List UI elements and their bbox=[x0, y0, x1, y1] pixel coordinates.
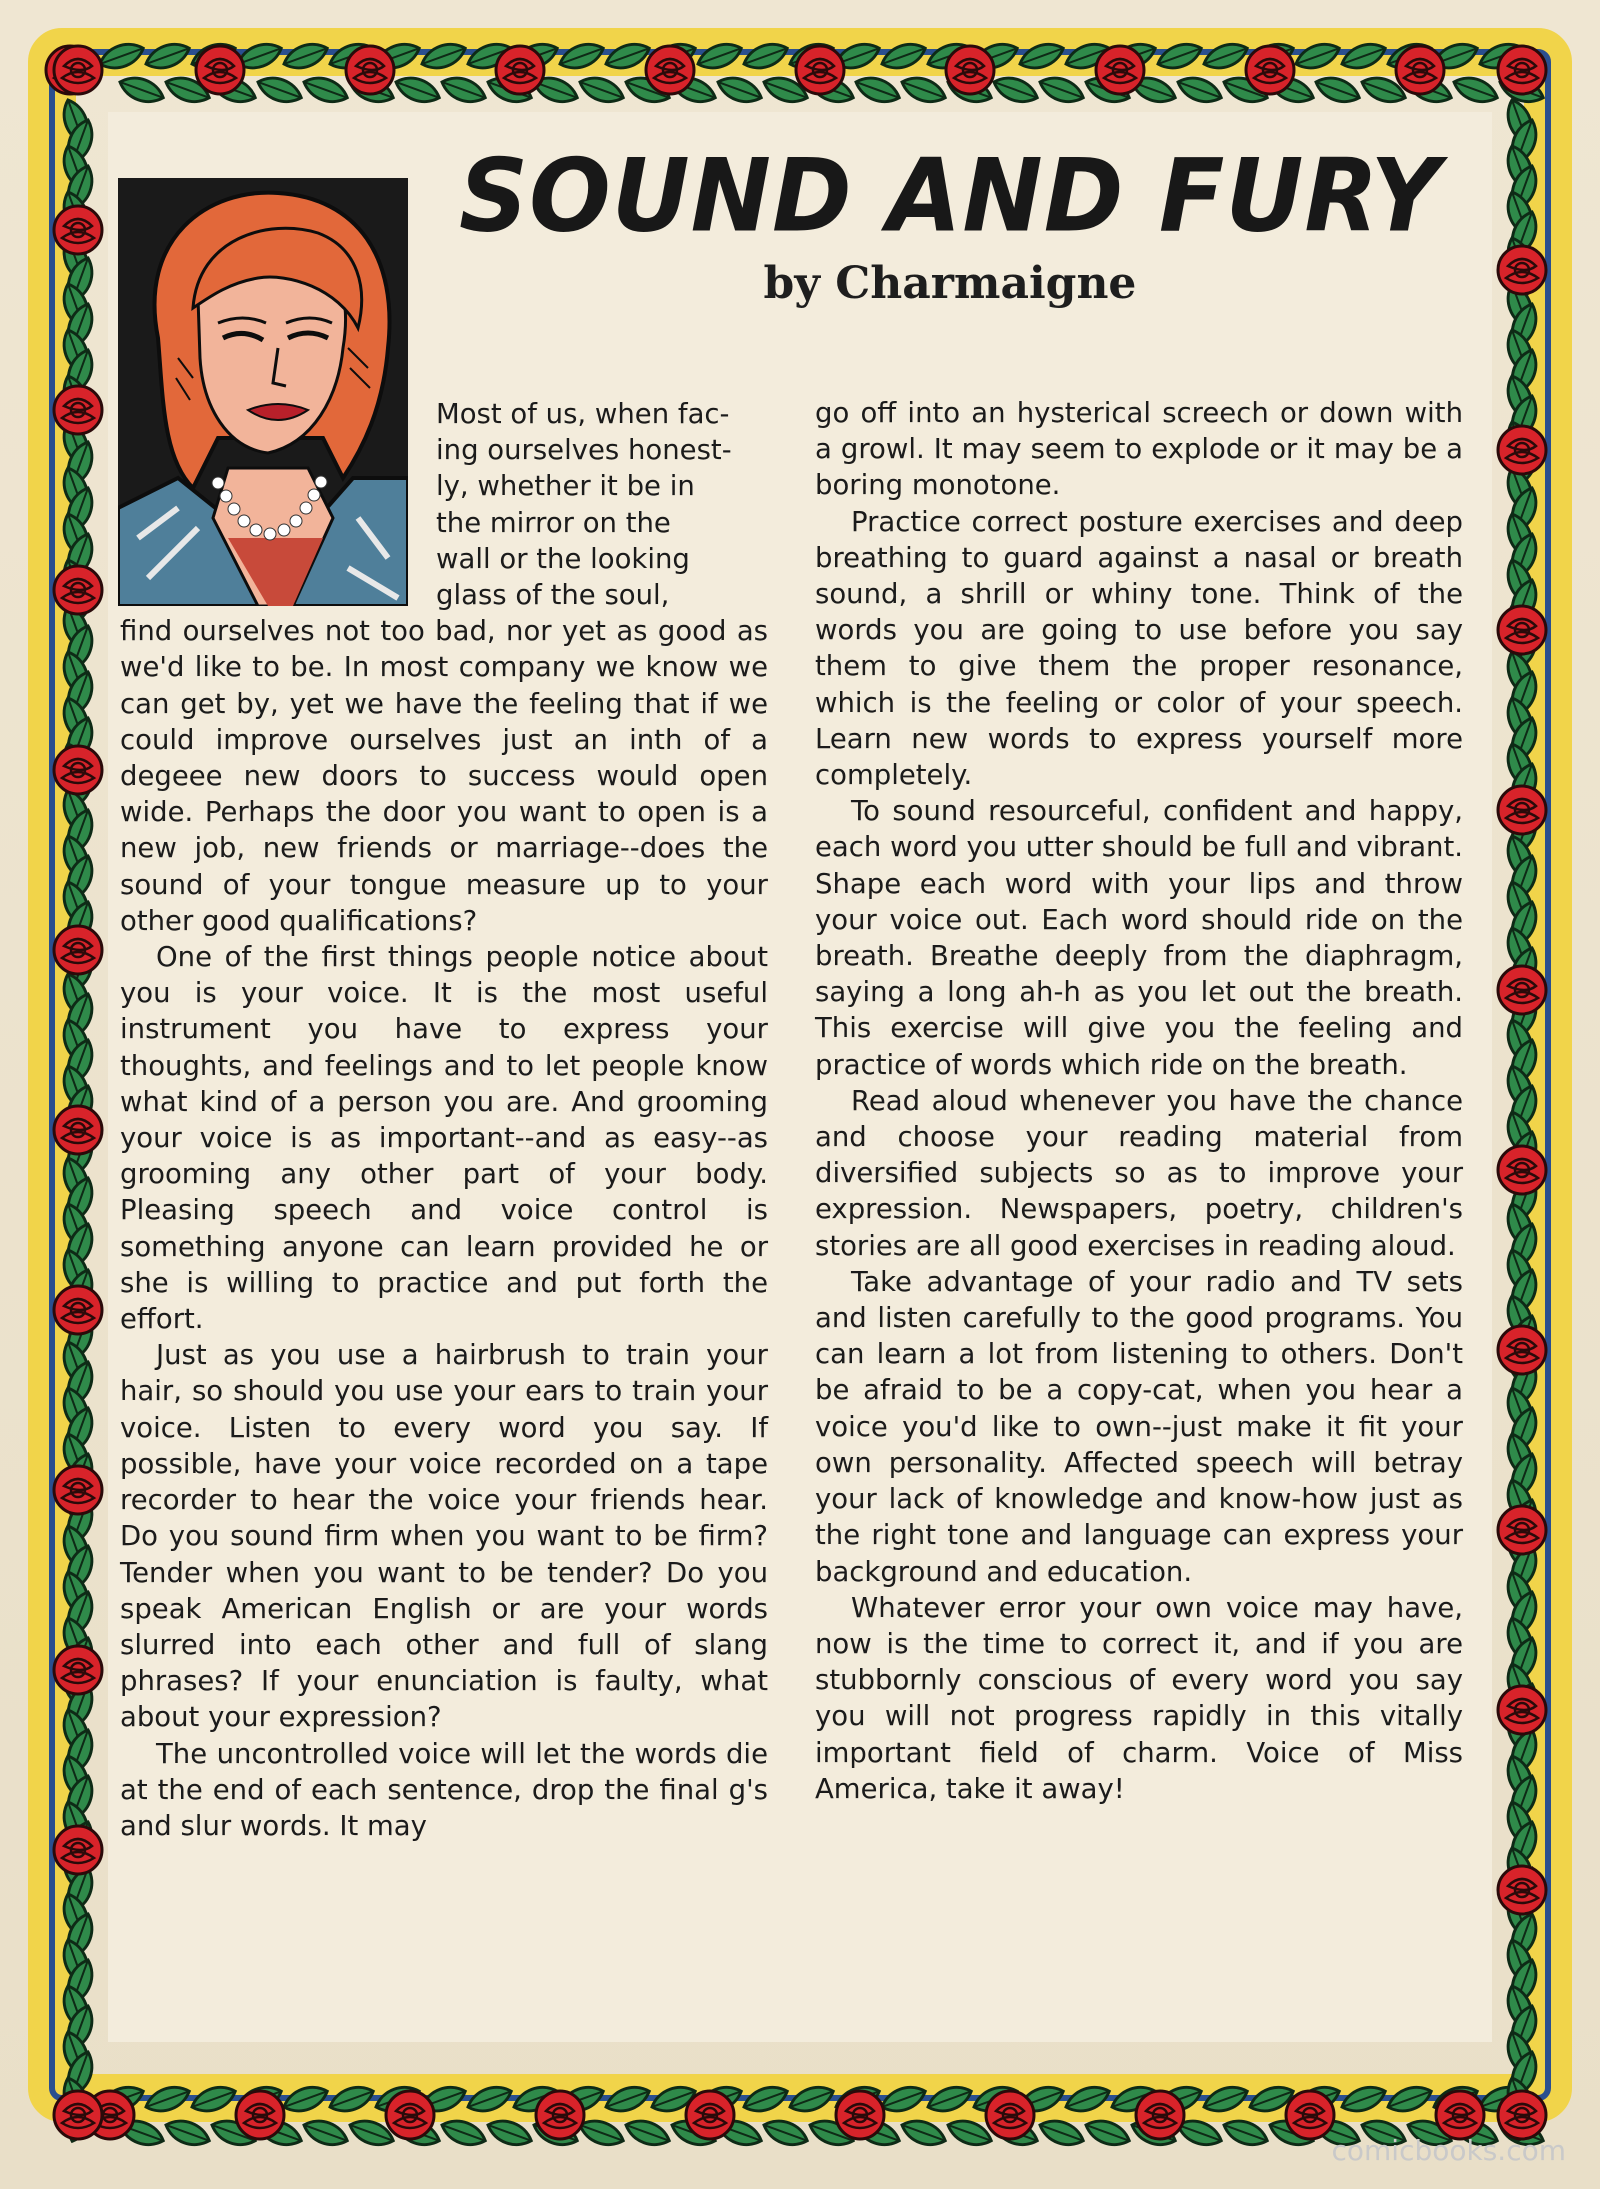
text-column-left bbox=[120, 396, 768, 1844]
article-title: SOUND AND FURY bbox=[458, 137, 1442, 255]
article-paragraph: Practice correct posture exercises and deep breathing to guard against a nasal or breath sound, a shrill or whiny tone. Think of the words you are going to use before you say them to give them the proper resonance, which is the feeling or color of your speech. Learn new words to express yourself more completely. bbox=[815, 505, 1463, 792]
rose-ornament bbox=[1498, 1506, 1546, 1554]
leaf-ornament bbox=[300, 72, 350, 107]
intro-line: the mirror on the bbox=[436, 506, 671, 539]
rose-ornament bbox=[496, 46, 544, 94]
rose-ornament bbox=[1286, 2091, 1334, 2139]
intro-line: Most of us, when fac- bbox=[436, 398, 730, 430]
leaf-ornament bbox=[714, 72, 764, 107]
rose-ornament bbox=[54, 46, 102, 94]
site-watermark: comicbooks.com bbox=[1331, 2134, 1566, 2167]
intro-line: ly, whether it be in bbox=[436, 470, 695, 503]
rose-ornament bbox=[646, 46, 694, 94]
rose-ornament bbox=[54, 386, 102, 434]
rose-ornament bbox=[796, 46, 844, 94]
rose-ornament bbox=[54, 1286, 102, 1334]
leaf-ornament bbox=[438, 72, 488, 107]
leaf-ornament bbox=[1450, 72, 1500, 107]
rose-ornament bbox=[946, 46, 994, 94]
rose-ornament bbox=[836, 2091, 884, 2139]
leaf-ornament bbox=[1312, 72, 1362, 107]
leaf-ornament bbox=[1036, 72, 1086, 107]
leaf-ornament bbox=[576, 72, 626, 107]
rose-ornament bbox=[1498, 2091, 1546, 2139]
rose-ornament bbox=[1136, 2091, 1184, 2139]
leaf-ornament bbox=[990, 72, 1040, 107]
intro-line: glass of the soul, bbox=[436, 579, 670, 612]
article-paragraph: Take advantage of your radio and TV sets and listen carefully to the good programs. You can learn a lot from listening to others. Don't be afraid to be a copy-cat, when you hear a voice you'd like to own--just make it fit your own personality. Affected speech will betray your lack of knowledge and know-how just as the right tone and language can express your background and education. bbox=[815, 1265, 1463, 1588]
leaf-ornament bbox=[392, 72, 442, 107]
rose-ornament bbox=[1498, 966, 1546, 1014]
article-paragraph: The uncontrolled voice will let the words die at the end of each sentence, drop the final g's and slur words. It may bbox=[120, 1737, 768, 1842]
rose-ornament bbox=[386, 2091, 434, 2139]
rose-ornament bbox=[54, 926, 102, 974]
rose-ornament bbox=[1498, 786, 1546, 834]
rose-ornament bbox=[54, 1646, 102, 1694]
leaf-ornament bbox=[1174, 72, 1224, 107]
rose-ornament bbox=[686, 2091, 734, 2139]
rose-ornament bbox=[54, 566, 102, 614]
paragraph-continuation: go off into an hysterical screech or down with a growl. It may seem to explode or it may be a boring monotone. bbox=[815, 397, 1463, 502]
leaf-ornament bbox=[116, 72, 166, 107]
rose-ornament bbox=[1498, 1866, 1546, 1914]
rose-ornament bbox=[1096, 46, 1144, 94]
rose-ornament bbox=[54, 1826, 102, 1874]
rose-ornament bbox=[346, 46, 394, 94]
text-column-right bbox=[815, 395, 1463, 1807]
article-paragraph: Just as you use a hairbrush to train your hair, so should you use your ears to train your voice. Listen to every word you say. If possible, have your voice recorded on a tape recorder to hear the voice your friends hear. Do you sound firm when you want to be firm? Tender when you want to be tender? Do you speak American English or are your words slurred into each other and full of slang phrases? If your enunciation is faulty, what about your expression? bbox=[120, 1339, 768, 1734]
intro-line: wall or the looking bbox=[436, 542, 690, 575]
leaf-ornament bbox=[254, 72, 304, 107]
article-paragraph: To sound resourceful, confident and happy, each word you utter should be full and vibrant. Shape each word with your lips and throw your voice out. Each word should ride on the breath. Breathe deeply from the diaphragm, saying a long ah-h as you let out the breath. This exercise will give you the feeling and practice of words which ride on the breath. bbox=[815, 795, 1463, 1081]
rose-ornament bbox=[986, 2091, 1034, 2139]
leaf-ornament bbox=[898, 72, 948, 107]
rose-ornament bbox=[1246, 46, 1294, 94]
rose-ornament bbox=[54, 206, 102, 254]
rose-ornament bbox=[536, 2091, 584, 2139]
rose-ornament bbox=[54, 1466, 102, 1514]
rose-ornament bbox=[1498, 1146, 1546, 1194]
article-paragraph: Read aloud whenever you have the chance and choose your reading material from diversified subjects so as to improve your expression. Newspapers, poetry, children's stories are all good exercises in reading aloud. bbox=[815, 1084, 1463, 1262]
rose-ornament bbox=[1498, 1326, 1546, 1374]
rose-ornament bbox=[1498, 246, 1546, 294]
article-byline: by Charmaigne bbox=[763, 258, 1137, 309]
rose-ornament bbox=[1498, 46, 1546, 94]
rose-ornament bbox=[1396, 46, 1444, 94]
intro-lines bbox=[436, 396, 768, 613]
rose-ornament bbox=[54, 746, 102, 794]
rose-ornament bbox=[1498, 426, 1546, 474]
rose-ornament bbox=[1498, 1686, 1546, 1734]
rose-ornament bbox=[1436, 2091, 1484, 2139]
rose-ornament bbox=[236, 2091, 284, 2139]
intro-paragraph-continued: find ourselves not too bad, nor yet as good as we'd like to be. In most company we know we can get by, yet we have the feeling that if we could improve ourselves just an inth of a degeee new doors to success would open wide. Perhaps the door you want to open is a new job, new friends or marriage--does the sound of your tongue measure up to your other good qualifications? bbox=[120, 615, 768, 937]
rose-ornament bbox=[54, 1106, 102, 1154]
leaf-ornament bbox=[852, 72, 902, 107]
rose-ornament bbox=[196, 46, 244, 94]
article-paragraph: Whatever error your own voice may have, now is the time to correct it, and if you are stubbornly conscious of every word you say you will not progress rapidly in this vitally important field of charm. Voice of Miss America, take it away! bbox=[815, 1591, 1463, 1805]
rose-ornament bbox=[1498, 606, 1546, 654]
rose-ornament bbox=[54, 2091, 102, 2139]
intro-line: ing ourselves honest- bbox=[436, 434, 732, 467]
article-paragraph: One of the first things people notice about you is your voice. It is the most useful instrument you have to express your thoughts, and feelings and to let people know what kind of a person you are. And grooming your voice is as important--and as easy--as grooming any other part of your body. Pleasing speech and voice control is something anyone can learn provided he or she is willing to practice and put forth the effort. bbox=[120, 941, 768, 1336]
